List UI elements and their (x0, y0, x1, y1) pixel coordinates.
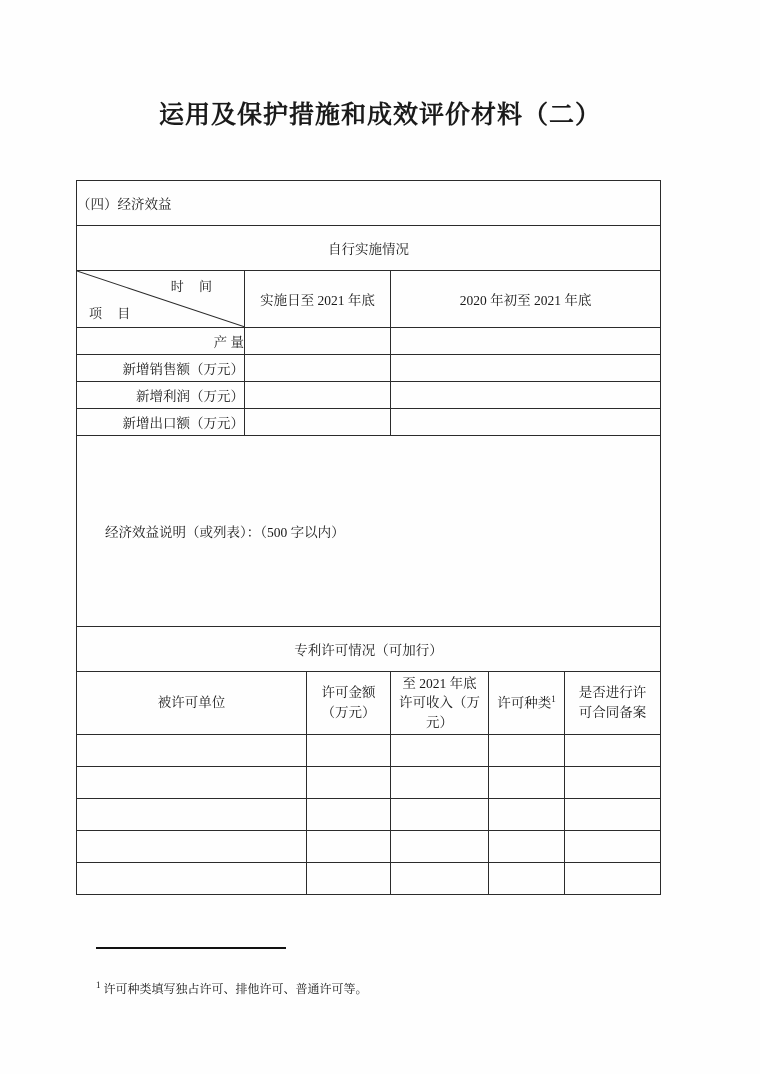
footnote (96, 980, 368, 997)
matrix-cell-profit-col1[interactable] (245, 382, 391, 409)
table-row (77, 328, 661, 355)
license-cell-amount[interactable] (307, 863, 391, 895)
matrix-column-header-2: 2020 年初至 2021 年底 (391, 271, 661, 328)
license-cell-type[interactable] (489, 735, 565, 767)
license-cell-unit[interactable] (77, 767, 307, 799)
license-cell-record[interactable] (565, 799, 661, 831)
matrix-corner-cell (77, 271, 245, 328)
matrix-cell-sales-col2[interactable] (391, 355, 661, 382)
license-cell-amount[interactable] (307, 735, 391, 767)
page-title: 运用及保护措施和成效评价材料（二） (158, 102, 601, 129)
license-col-header-unit: 被许可单位 (77, 672, 307, 735)
license-col-header-type-footnote-marker: 1 (551, 693, 556, 704)
license-cell-record[interactable] (565, 863, 661, 895)
table-row (77, 831, 661, 863)
footnote-divider (96, 947, 286, 949)
self-implementation-header: 自行实施情况 (77, 226, 661, 271)
license-cell-record[interactable] (565, 735, 661, 767)
license-cell-record[interactable] (565, 767, 661, 799)
license-section-header: 专利许可情况（可加行） (77, 627, 661, 672)
matrix-column-header-1: 实施日至 2021 年底 (245, 271, 391, 328)
matrix-row-label-sales: 新增销售额（万元） (77, 355, 245, 382)
table-row (77, 799, 661, 831)
license-cell-type[interactable] (489, 831, 565, 863)
license-col-header-income (391, 672, 489, 735)
matrix-row-label-export: 新增出口额（万元） (77, 409, 245, 436)
license-cell-income[interactable] (391, 735, 489, 767)
matrix-cell-output-col1[interactable] (245, 328, 391, 355)
license-col-header-income-line1: 至 2021 年底 (402, 675, 477, 691)
table-row (77, 672, 661, 735)
economic-benefit-table (76, 180, 661, 895)
license-col-header-amount-line1: 许可金额 (321, 685, 376, 701)
table-row (77, 355, 661, 382)
license-cell-unit[interactable] (77, 831, 307, 863)
table-row (77, 382, 661, 409)
matrix-corner-item-label: 项 目 (89, 306, 137, 321)
license-col-header-income-line3: 元） (426, 714, 453, 730)
license-col-header-record-line1: 是否进行许 (578, 685, 647, 701)
license-cell-unit[interactable] (77, 735, 307, 767)
matrix-row-label-profit: 新增利润（万元） (77, 382, 245, 409)
license-col-header-income-line2: 许可收入（万 (399, 695, 480, 711)
license-col-header-record (565, 672, 661, 735)
table-row (77, 271, 661, 328)
matrix-cell-sales-col1[interactable] (245, 355, 391, 382)
license-cell-amount[interactable] (307, 767, 391, 799)
notes-prompt: 经济效益说明（或列表）：（500 字以内） (105, 525, 345, 540)
license-col-header-amount (307, 672, 391, 735)
footnote-marker: 1 (96, 980, 101, 990)
license-cell-income[interactable] (391, 831, 489, 863)
license-cell-record[interactable] (565, 831, 661, 863)
license-col-header-type (489, 672, 565, 735)
table-row (77, 627, 661, 672)
license-col-header-record-line2: 可合同备案 (578, 705, 647, 720)
license-cell-type[interactable] (489, 799, 565, 831)
economic-benefit-notes-cell[interactable] (77, 436, 661, 627)
license-cell-income[interactable] (391, 767, 489, 799)
matrix-cell-output-col2[interactable] (391, 328, 661, 355)
section-label: （四）经济效益 (77, 181, 661, 226)
table-row (77, 767, 661, 799)
footnote-text: 许可种类填写独占许可、排他许可、普通许可等。 (103, 982, 368, 996)
table-row (77, 863, 661, 895)
table-row (77, 735, 661, 767)
license-cell-income[interactable] (391, 863, 489, 895)
license-cell-amount[interactable] (307, 831, 391, 863)
matrix-corner-time-label: 时 间 (170, 279, 218, 294)
license-cell-amount[interactable] (307, 799, 391, 831)
license-col-header-type-text: 许可种类 (497, 695, 552, 711)
license-col-header-amount-line2: （万元） (321, 705, 376, 720)
license-cell-type[interactable] (489, 767, 565, 799)
matrix-cell-profit-col2[interactable] (391, 382, 661, 409)
table-row (77, 436, 661, 627)
table-row (77, 409, 661, 436)
license-cell-type[interactable] (489, 863, 565, 895)
matrix-cell-export-col1[interactable] (245, 409, 391, 436)
table-row (77, 226, 661, 271)
license-cell-income[interactable] (391, 799, 489, 831)
license-cell-unit[interactable] (77, 799, 307, 831)
table-row (77, 181, 661, 226)
license-cell-unit[interactable] (77, 863, 307, 895)
matrix-cell-export-col2[interactable] (391, 409, 661, 436)
matrix-row-label-output: 产 量 (77, 328, 245, 355)
notes-value[interactable] (77, 541, 660, 551)
